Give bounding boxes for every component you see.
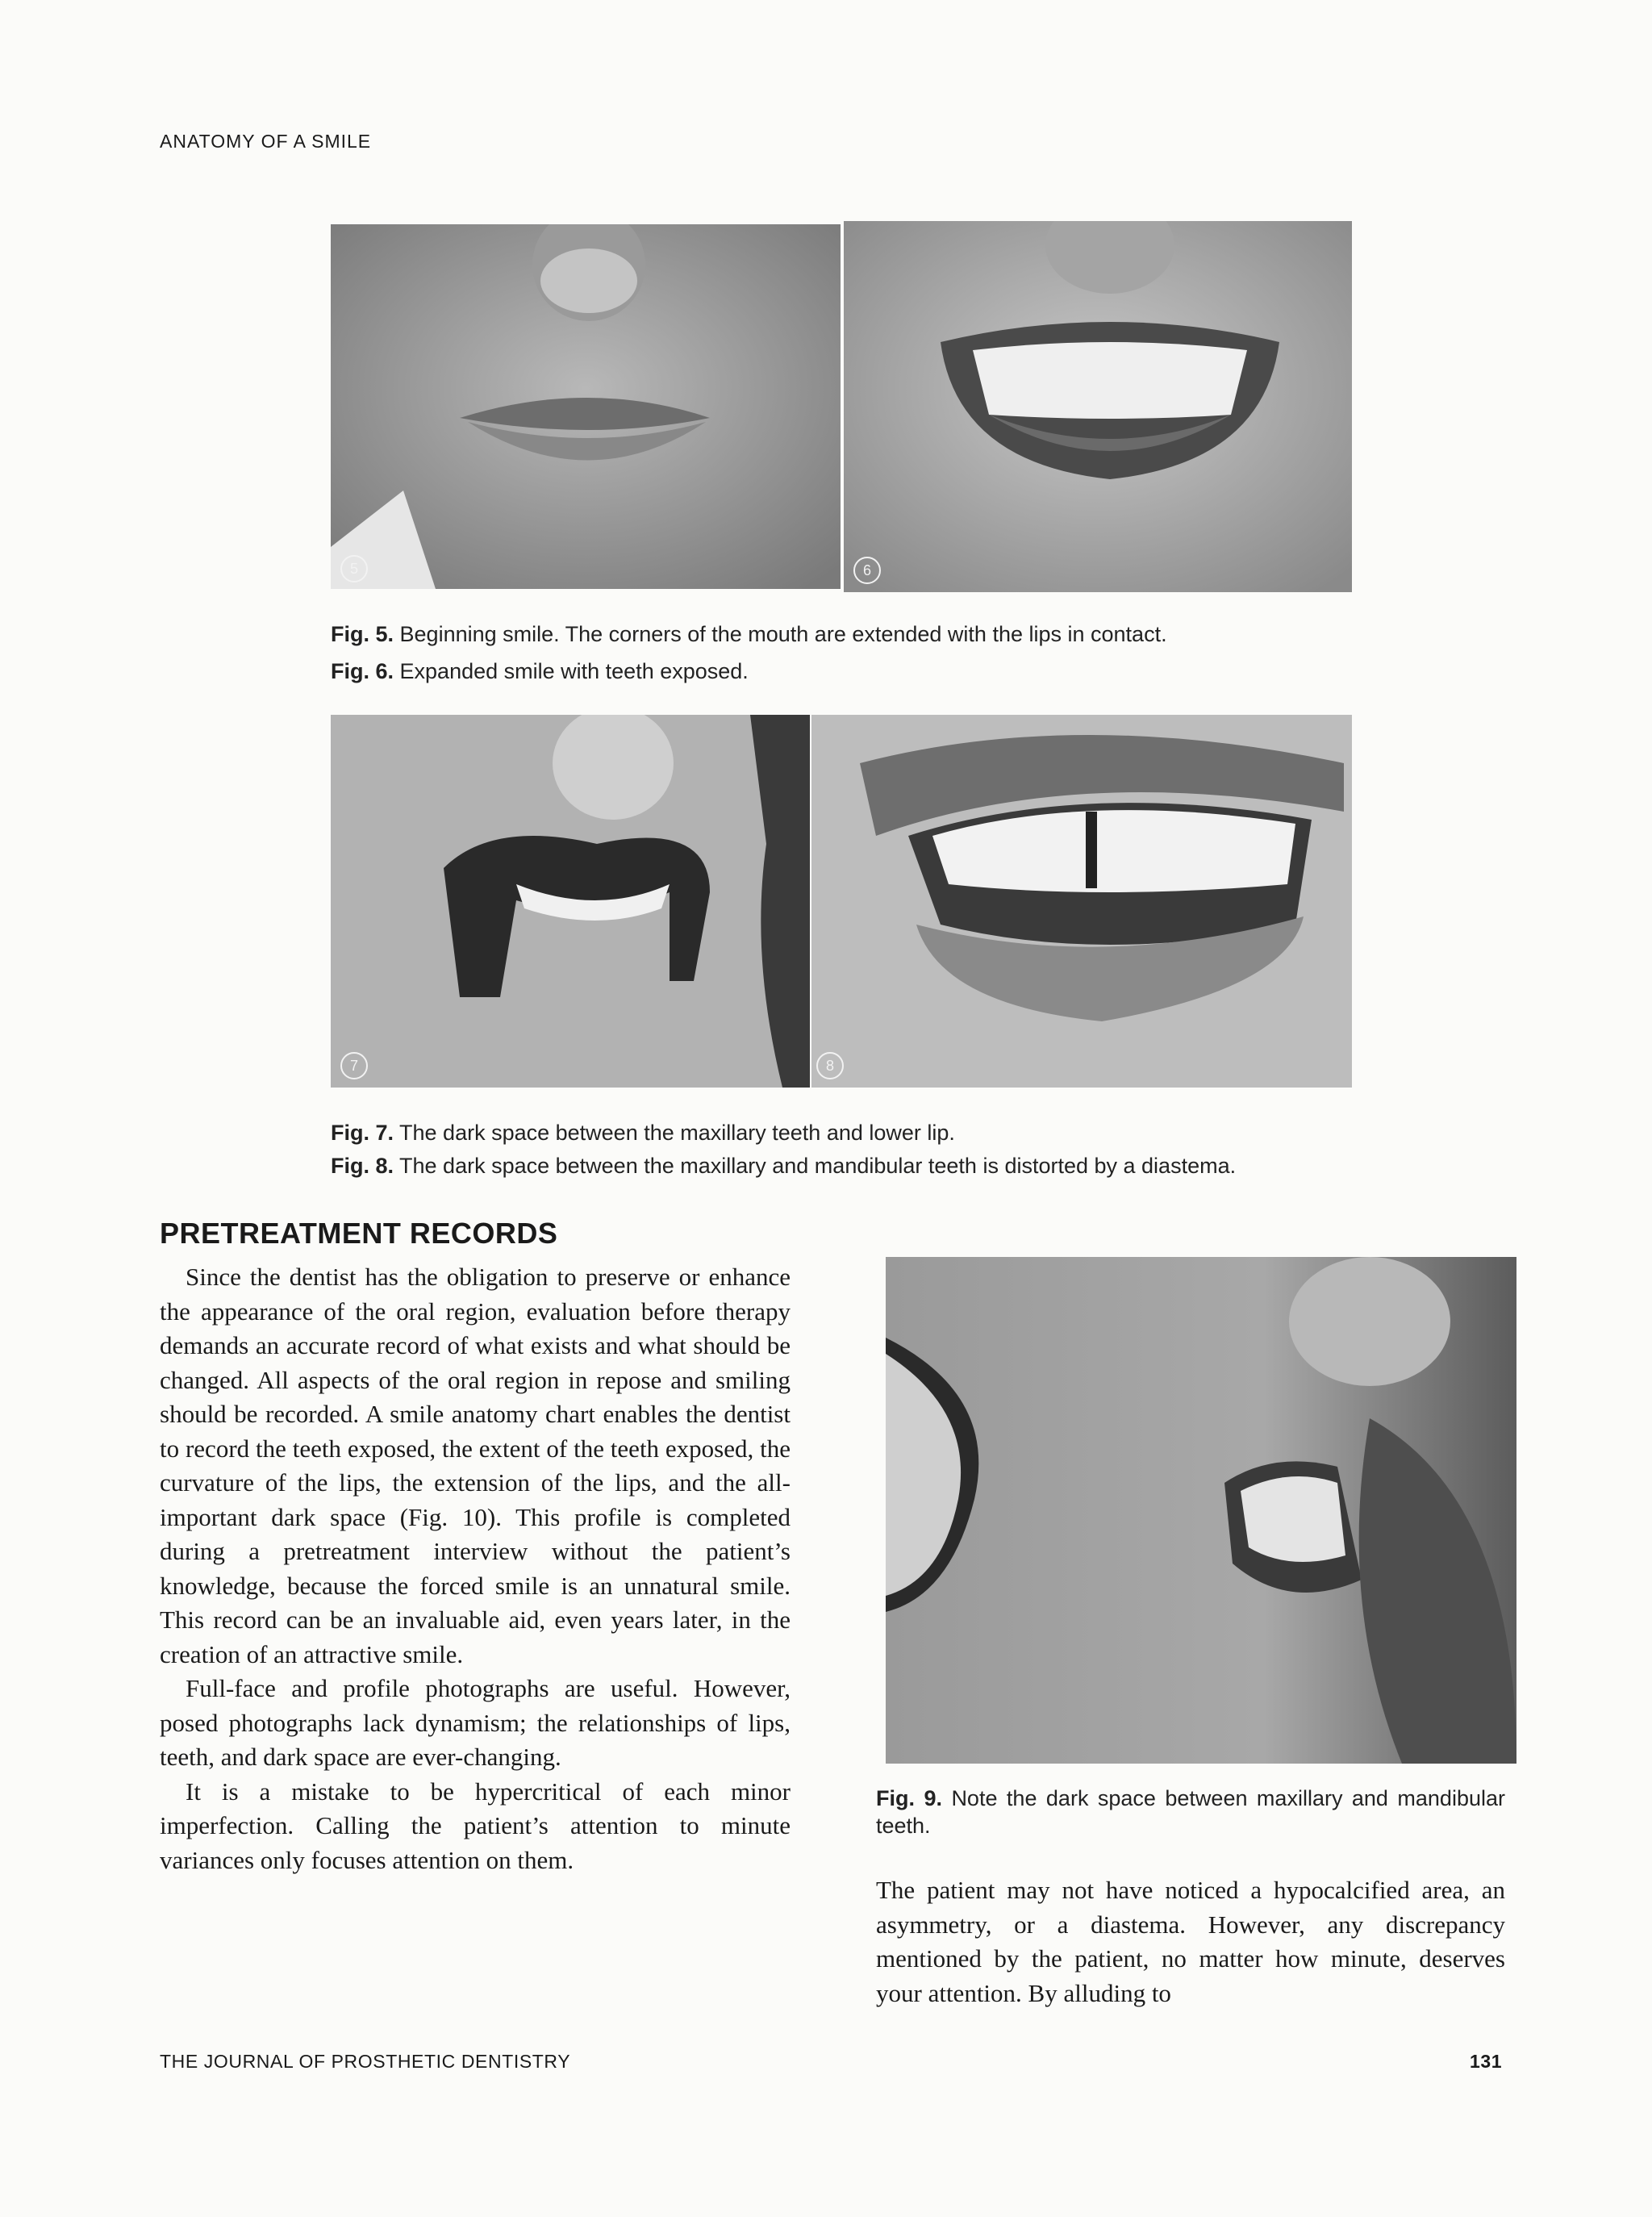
figure-5-number-badge: 5 (340, 555, 368, 582)
section-heading: PRETREATMENT RECORDS (160, 1217, 558, 1250)
caption-fig-8-label: Fig. 8. (331, 1154, 394, 1178)
caption-fig-7-text: The dark space between the maxillary teeth and lower lip. (399, 1121, 955, 1145)
caption-fig-5-text: Beginning smile. The corners of the mouth are extended with the lips in contact. (399, 622, 1167, 646)
caption-fig-8-text: The dark space between the maxillary and mandibular teeth is distorted by a diastema. (399, 1154, 1237, 1178)
caption-fig-6-label: Fig. 6. (331, 659, 394, 683)
figure-8-photo (811, 715, 1352, 1088)
figure-6-number-badge: 6 (853, 557, 881, 584)
figure-6-photo (844, 221, 1352, 592)
caption-fig-7-label: Fig. 7. (331, 1121, 394, 1145)
caption-fig-9 (876, 1785, 1505, 1839)
journal-footer: THE JOURNAL OF PROSTHETIC DENTISTRY (160, 2051, 571, 2072)
left-paragraph-1: Since the dentist has the obligation to preserve or enhance the appearance of the oral region, evaluation before therapy demands an accurate record of what exists and what should be changed. All aspects of the oral region in repose and smiling should be recorded. A smile anatomy chart enables the dentist to record the teeth exposed, the extent of the teeth exposed, the curvature of the lips, the extension of the lips, and the all-important dark space (Fig. 10). This profile is completed during a pretreatment interview without the patient’s knowledge, because the forced smile is an unnatural smile. This record can be an invaluable aid, even years later, in the creation of an attractive smile. (160, 1263, 791, 1668)
running-head: ANATOMY OF A SMILE (160, 131, 372, 152)
caption-fig-6-text: Expanded smile with teeth exposed. (399, 659, 749, 683)
caption-fig-5-label: Fig. 5. (331, 622, 394, 646)
caption-fig-7 (331, 1115, 1355, 1150)
figure-8-number-badge: 8 (816, 1052, 844, 1079)
caption-fig-8 (331, 1152, 1355, 1179)
figure-7-photo (331, 715, 810, 1088)
figure-9-photo (886, 1257, 1516, 1764)
figure-5-photo (331, 224, 841, 589)
left-column (160, 1260, 791, 1877)
caption-fig-5 (331, 616, 1355, 652)
right-paragraph-1: The patient may not have noticed a hypocalcified area, an asymmetry, or a diastema. However, any discrepancy mentioned by the patient, no matter how minute, deserves your attention. By alluding to (876, 1876, 1505, 2007)
figure-7-number-badge: 7 (340, 1052, 368, 1079)
left-paragraph-3: It is a mistake to be hypercritical of each minor imperfection. Calling the patient’s attention to minute variances only focuses attention on them. (160, 1777, 791, 1874)
left-paragraph-2: Full-face and profile photographs are useful. However, posed photographs lack dynamism; the relationships of lips, teeth, and dark space are ever-changing. (160, 1674, 791, 1771)
right-column (876, 1873, 1505, 2010)
caption-fig-9-label: Fig. 9. (876, 1786, 942, 1810)
page-number: 131 (1470, 2051, 1503, 2072)
caption-fig-6 (331, 653, 1355, 689)
caption-fig-9-text: Note the dark space between maxillary and mandibular teeth. (876, 1786, 1505, 1838)
